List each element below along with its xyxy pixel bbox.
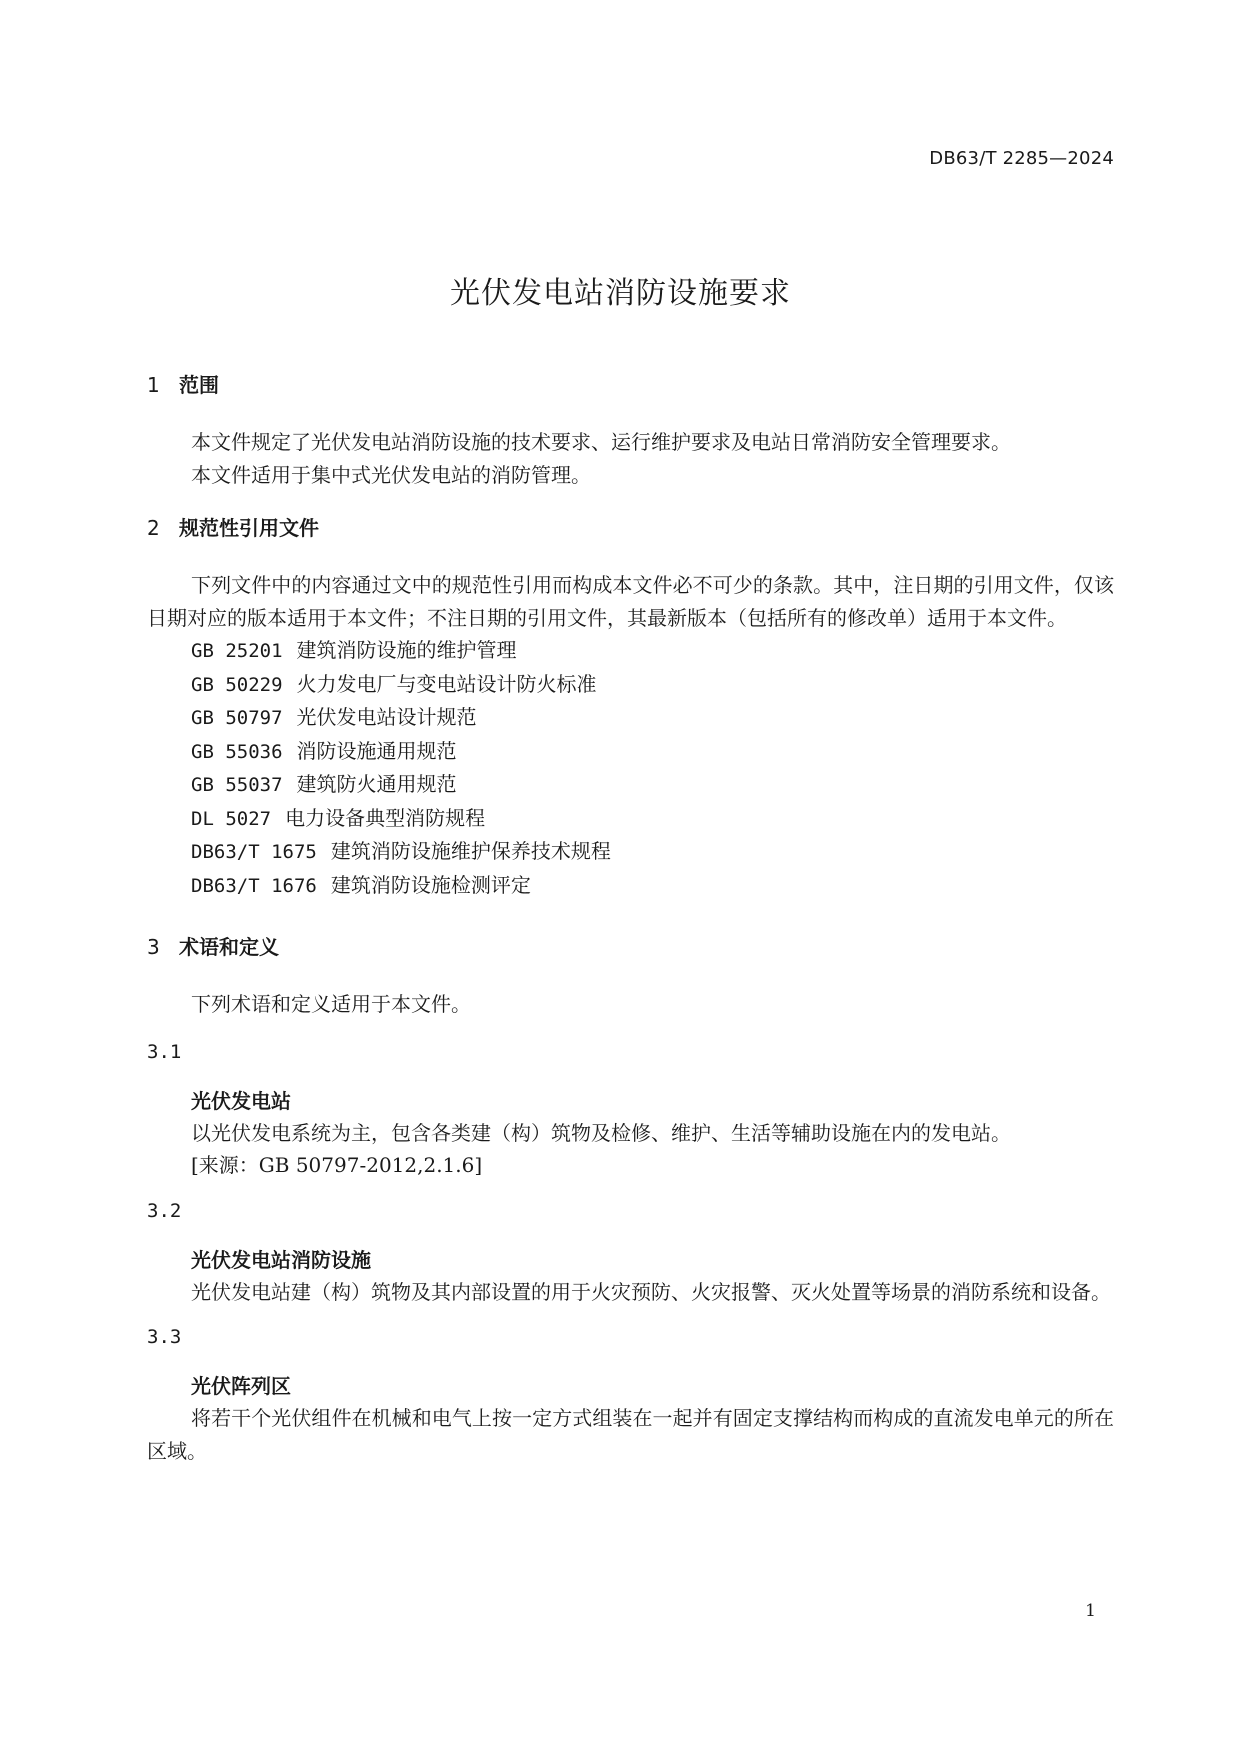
section-heading-scope [147,370,1114,400]
reference-code: GB 25201 [191,640,283,662]
references-intro: 下列文件中的内容通过文中的规范性引用而构成本文件必不可少的条款。其中，注日期的引用文件，仅该日期对应的版本适用于本文件；不注日期的引用文件，其最新版本（包括所有的修改单）适用于本文件。 [147,573,1114,630]
reference-item [147,634,1114,668]
reference-item [147,701,1114,735]
section-title: 规范性引用文件 [179,516,319,540]
reference-title: 光伏发电站设计规范 [296,705,477,729]
reference-code: GB 55036 [191,740,283,763]
section-number: 3 [147,935,160,959]
reference-title: 火力发电厂与变电站设计防火标准 [296,671,597,696]
reference-code: GB 50229 [191,673,283,696]
reference-title: 建筑消防设施检测评定 [330,872,531,897]
section-heading-normative-references [147,513,1114,543]
reference-title: 建筑消防设施的维护管理 [296,638,517,662]
term-definition: 以光伏发电系统为主，包含各类建（构）筑物及检修、维护、生活等辅助设施在内的发电站。 [191,1120,1011,1145]
reference-item [147,835,1114,869]
document-title: 光伏发电站消防设施要求 [450,276,791,311]
reference-code: GB 55037 [191,774,283,796]
document-code: DB63/T 2285—2024 [929,148,1114,169]
term-number: 3.1 [147,1040,182,1063]
reference-item [147,735,1114,769]
scope-paragraph-2: 本文件适用于集中式光伏发电站的消防管理。 [191,462,591,487]
term-number: 3.2 [147,1199,182,1222]
term-name: 光伏阵列区 [191,1374,291,1398]
reference-item [147,768,1114,802]
terms-intro: 下列术语和定义适用于本文件。 [191,992,471,1016]
reference-code: DB63/T 1675 [191,841,317,863]
term-name: 光伏发电站消防设施 [191,1247,371,1272]
reference-title: 建筑防火通用规范 [296,772,457,796]
term-definition: 光伏发电站建（构）筑物及其内部设置的用于火灾预防、火灾报警、灭火处置等场景的消防系统和设备。 [191,1279,1111,1304]
term-definition: 将若干个光伏组件在机械和电气上按一定方式组装在一起并有固定支撑结构而构成的直流发电单元的所在区域。 [147,1406,1114,1463]
reference-item [147,869,1114,903]
scope-paragraph-1: 本文件规定了光伏发电站消防设施的技术要求、运行维护要求及电站日常消防安全管理要求。 [191,430,1011,454]
term-number: 3.3 [147,1326,182,1348]
term-name: 光伏发电站 [191,1088,291,1113]
reference-item [147,802,1114,836]
reference-title: 消防设施通用规范 [296,738,457,763]
section-number: 2 [147,516,160,540]
reference-list [147,634,1114,902]
page-number: 1 [1085,1601,1096,1621]
section-number: 1 [147,373,160,397]
reference-code: DB63/T 1676 [191,874,317,897]
section-title: 术语和定义 [179,935,279,959]
term-source: [来源：GB 50797-2012,2.1.6] [191,1153,483,1177]
reference-title: 建筑消防设施维护保养技术规程 [330,839,611,863]
reference-code: GB 50797 [191,707,283,729]
section-heading-terms [147,932,1114,962]
section-title: 范围 [179,373,219,397]
reference-code: DL 5027 [191,807,272,830]
document-body [147,370,1114,1467]
reference-title: 电力设备典型消防规程 [285,805,486,830]
reference-item [147,668,1114,702]
